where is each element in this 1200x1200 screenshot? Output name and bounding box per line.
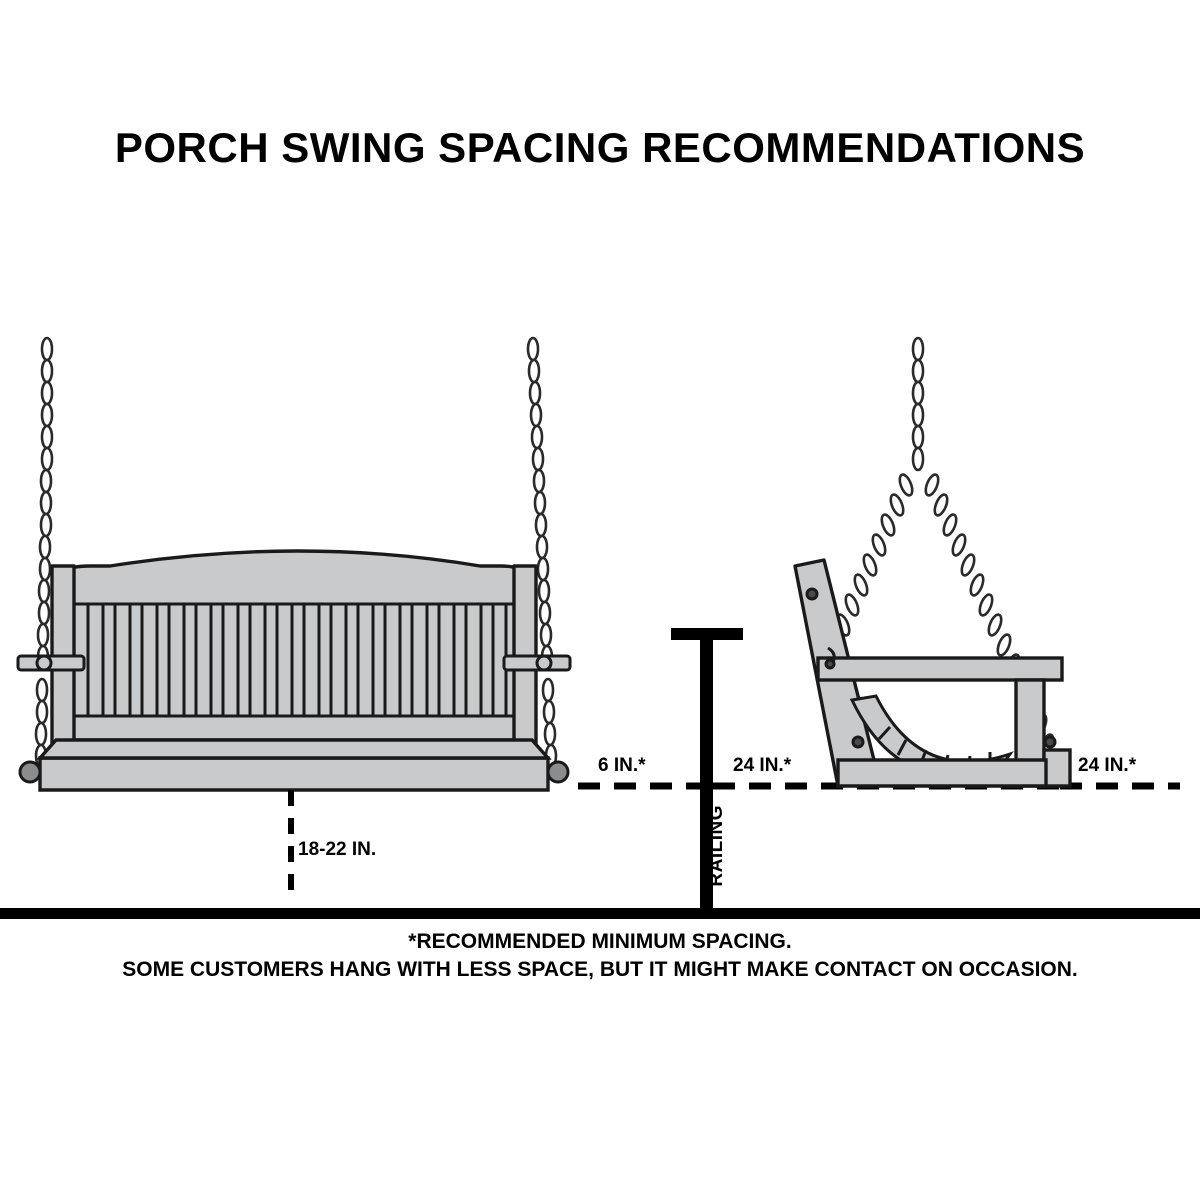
- dimension-label-rear-clearance: 24 IN.*: [1078, 755, 1137, 776]
- side-view-group: [795, 338, 1070, 786]
- side-seat-plank: [818, 658, 1062, 680]
- side-bottom-rail: [838, 760, 1046, 786]
- front-view-group: [18, 338, 570, 790]
- front-left-chain: [36, 338, 52, 767]
- footnote-line-1: *RECOMMENDED MINIMUM SPACING.: [408, 930, 792, 953]
- floor-bar: [0, 908, 1200, 919]
- front-seat: [40, 740, 548, 790]
- dimension-label-seat-height: 18-22 IN.: [298, 839, 377, 860]
- railing-label: RAILING: [706, 805, 727, 887]
- dimension-label-railing-front-clearance: 6 IN.*: [598, 755, 646, 776]
- side-top-chain: [913, 338, 923, 470]
- dimension-label-railing-back-clearance: 24 IN.*: [733, 755, 792, 776]
- page-title: PORCH SWING SPACING RECOMMENDATIONS: [114, 124, 1086, 171]
- footnote-line-2: SOME CUSTOMERS HANG WITH LESS SPACE, BUT IT MIGHT MAKE CONTACT ON OCCASION.: [122, 958, 1078, 981]
